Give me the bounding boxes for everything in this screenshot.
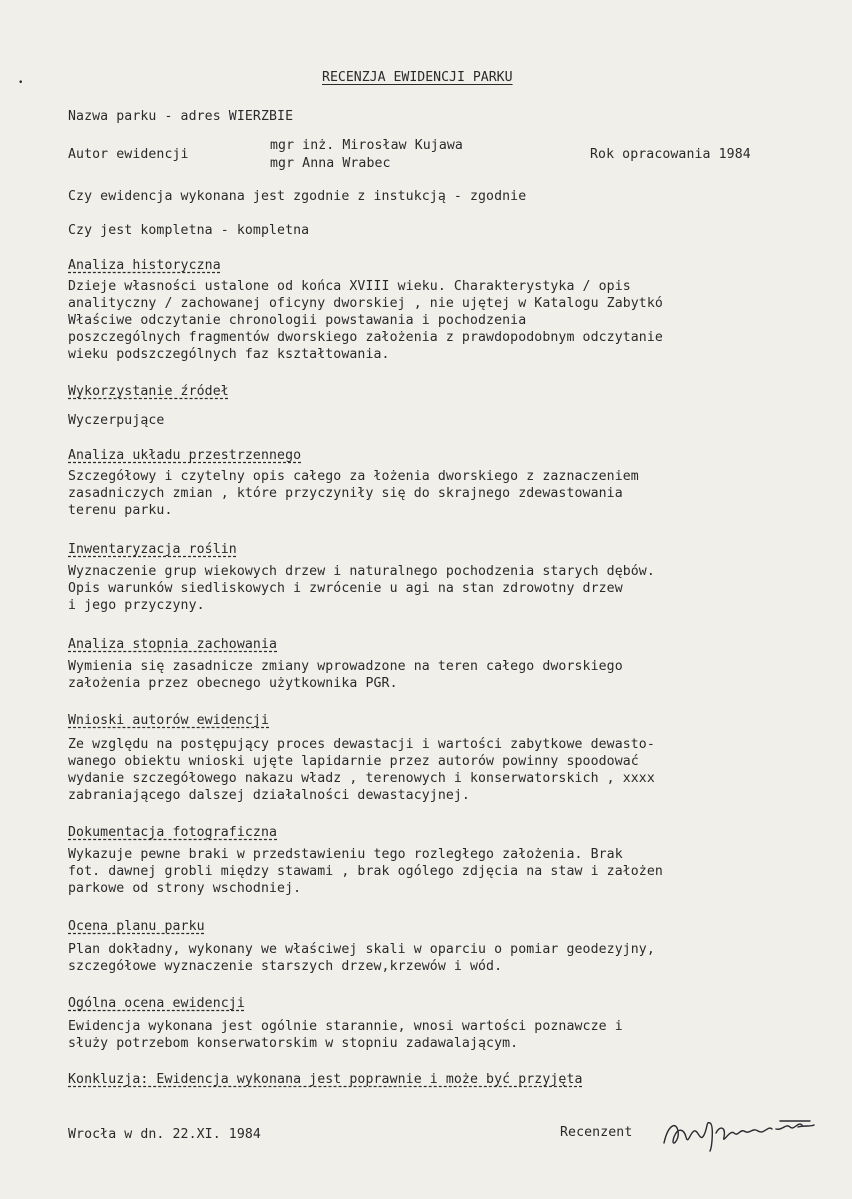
section-line: Wykazuje pewne braki w przedstawieniu tego rozległego założenia. Brak [68, 847, 623, 862]
section-heading: Analiza układu przestrzennego [68, 448, 302, 463]
section-heading: Ocena planu parku [68, 919, 205, 934]
section-line: fot. dawnej grobli między stawami , brak ogólego zdjęcia na staw i założen [68, 864, 663, 879]
section-line: Wymienia się zasadnicze zmiany wprowadzone na teren całego dworskiego [68, 659, 623, 674]
section-line: zasadniczych zmian , które przyczyniły się do skrajnego zdewastowania [68, 486, 623, 501]
section-line: parkowe od strony wschodniej. [68, 881, 302, 896]
section-heading: Dokumentacja fotograficzna [68, 825, 278, 840]
section-line: służy potrzebom konserwatorskim w stopniu zadawalającym. [68, 1036, 519, 1051]
section-line: Plan dokładny, wykonany we właściwej skali w oparciu o pomiar geodezyjny, [68, 942, 655, 957]
section-line: szczegółowe wyznaczenie starszych drzew,krzewów i wód. [68, 959, 503, 974]
section-heading: Wnioski autorów ewidencji [68, 713, 269, 728]
section-line: terenu parku. [68, 503, 173, 518]
section-line: Właściwe odczytanie chronologii powstawania i pochodzenia [68, 313, 527, 328]
section-line: Ze względu na postępujący proces dewastacji i wartości zabytkowe dewasto- [68, 737, 655, 752]
section-line: wydanie szczegółowego nakazu władz , terenowych i konserwatorskich , xxxx [68, 771, 655, 786]
section-line: założenia przez obecnego użytkownika PGR. [68, 676, 398, 691]
question-compliance: Czy ewidencja wykonana jest zgodnie z instukcją - zgodnie [68, 189, 527, 204]
park-name-line: Nazwa parku - adres WIERZBIE [68, 109, 294, 124]
document-title: RECENZJA EWIDENCJI PARKU [322, 70, 513, 85]
question-complete: Czy jest kompletna - kompletna [68, 223, 310, 238]
section-line: Wyznaczenie grup wiekowych drzew i naturalnego pochodzenia starych dębów. [68, 564, 655, 579]
section-line: wanego obiektu wnioski ujęte lapidarnie przez autorów powinny spoodować [68, 754, 639, 769]
section-line: i jego przyczyny. [68, 598, 205, 613]
punch-mark: • [18, 78, 24, 88]
author-label: Autor ewidencji [68, 147, 189, 162]
section-line: Dzieje własności ustalone od końca XVIII wieku. Charakterystyka / opis [68, 279, 631, 294]
section-line: Opis warunków siedliskowych i zwrócenie u agi na stan zdrowotny drzew [68, 581, 623, 596]
section-heading: Inwentaryzacja roślin [68, 542, 237, 557]
section-heading: Ogólna ocena ewidencji [68, 996, 245, 1011]
place-date: Wrocła w dn. 22.XI. 1984 [68, 1127, 261, 1142]
section-line: Ewidencja wykonana jest ogólnie starannie, wnosi wartości poznawcze i [68, 1019, 623, 1034]
author-1: mgr inż. Mirosław Kujawa [270, 138, 463, 153]
section-line: analityczny / zachowanej oficyny dworskiej , nie ujętej w Katalogu Zabytkó [68, 296, 663, 311]
conclusion: Konkluzja: Ewidencja wykonana jest poprawnie i może być przyjęta [68, 1072, 583, 1087]
section-line: Szczegółowy i czytelny opis całego za łożenia dworskiego z zaznaczeniem [68, 469, 639, 484]
handwritten-signature [660, 1115, 820, 1155]
author-2: mgr Anna Wrabec [270, 156, 391, 171]
section-heading: Wykorzystanie źródeł [68, 384, 229, 399]
section-line: wieku podszczególnych faz kształtowania. [68, 347, 390, 362]
section-heading: Analiza historyczna [68, 258, 221, 273]
reviewer-label: Recenzent [560, 1125, 633, 1140]
section-line: poszczególnych fragmentów dworskiego założenia z prawdopodobnym odczytanie [68, 330, 663, 345]
section-line: zabraniającego dalszej działalności dewastacyjnej. [68, 788, 470, 803]
section-heading: Analiza stopnia zachowania [68, 637, 278, 652]
section-line: Wyczerpujące [68, 413, 165, 428]
year-line: Rok opracowania 1984 [590, 147, 751, 162]
